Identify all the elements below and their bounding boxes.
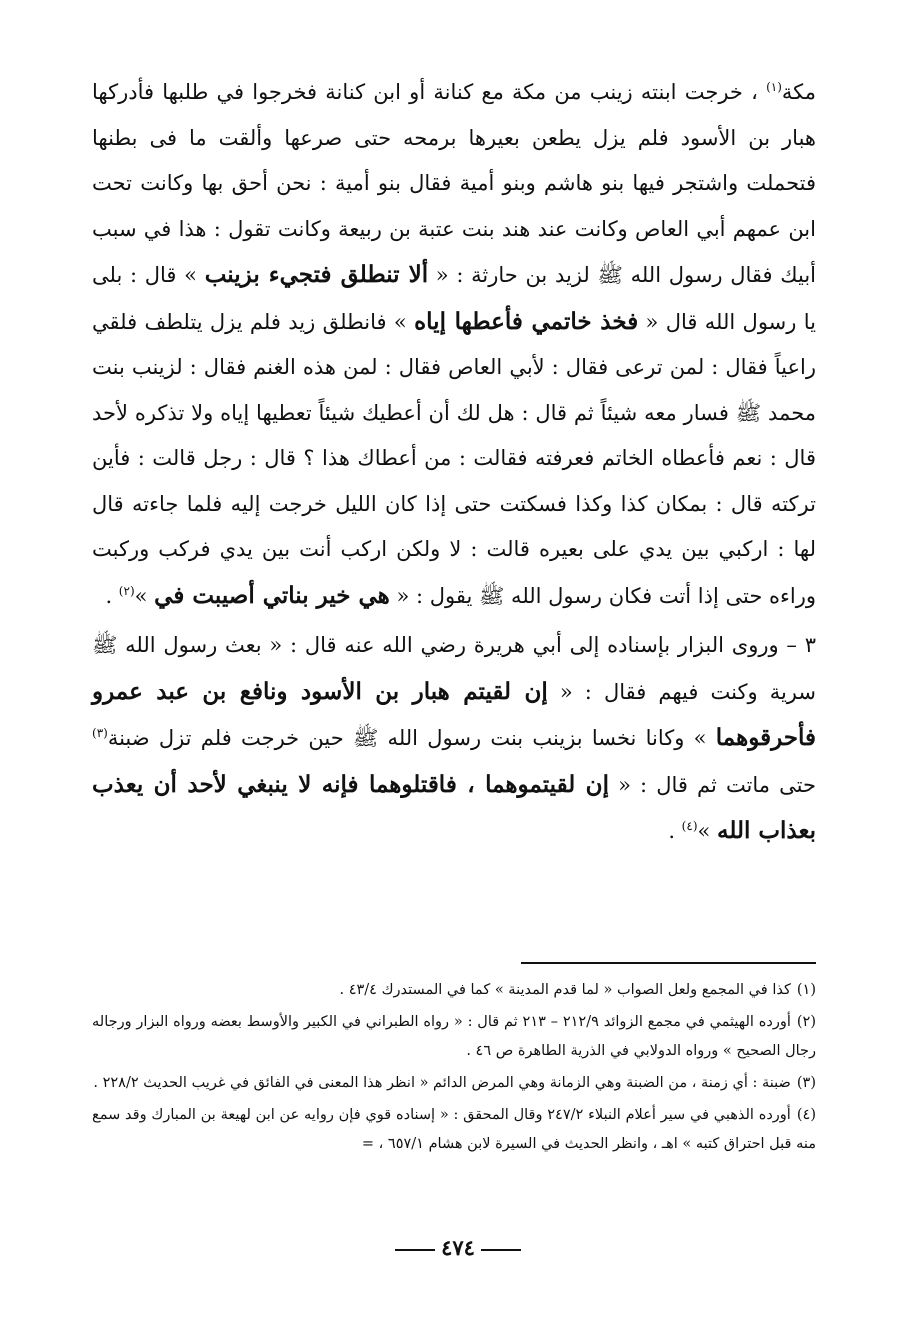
footnote-separator [521, 962, 816, 964]
p2-text-4: » [697, 819, 718, 843]
footnote-ref-3: (٣) [92, 726, 108, 740]
footnote-text: كذا في المجمع ولعل الصواب « لما قدم المدينة » كما في المستدرك ٤٣/٤ . [339, 982, 791, 998]
hadith-quote-1: ألا تنطلق فتجيء بزينب [204, 261, 429, 288]
page-number-value: ٤٧٤ [441, 1235, 475, 1260]
footnote-number: (٣) [796, 1075, 816, 1091]
page-number [0, 1235, 916, 1260]
footnote-ref-4: (٤) [681, 819, 698, 833]
footnote-1 [92, 976, 816, 1005]
footnote-3 [92, 1069, 816, 1098]
p1-text-4: » فانطلق زيد فلم يزل يتلطف فلقي راعياً فقال : لمن ترعى فقال : لأبي العاص فقال : لمن هذه الغنم فقال : لزينب بنت محمد ﷺ فسار معه شيئاً ثم قال : هل لك أن أعطيك شيئاً تعطيها إياه ولا تذكره لأحد قال : نعم فأعطاه الخاتم فعرفته فقالت : من أعطاك هذا ؟ قال : رجل قالت : فأين تركته قال : بمكان كذا وكذا فسكتت حتى إذا كان الليل خرجت إليه فلما جاءته قال لها : اركبي بين يدي على بعيره قالت : لا ولكن اركب أنت بين يدي فركب وركبت وراءه حتى إذا أتت فكان رسول الله ﷺ يقول : « [92, 309, 816, 608]
p1-text-1: مكة [781, 80, 816, 104]
hadith-quote-4: إن لقيتم هبار بن الأسود ونافع بن عبد عمرو فأحرقوهما [92, 677, 816, 751]
hadith-quote-2: فخذ خاتمي فأعطها إياه [414, 307, 639, 335]
footnote-text: ضبنة : أي زمنة ، من الضبنة وهي الزمانة وهي المرض الدائم « انظر هذا المعنى في الفائق في غريب الحديث ٢٢٨/٢ . [93, 1075, 791, 1091]
p2-text-1: ٣ – وروى البزار بإسناده إلى أبي هريرة رضي الله عنه قال : « بعث رسول الله ﷺ سرية وكنت فيهم فقال : « [92, 633, 816, 704]
footnote-number: (١) [796, 982, 816, 998]
p1-text-3: » قال : بلى يا رسول الله قال « [92, 263, 816, 334]
page-number-dash-right [481, 1249, 521, 1251]
hadith-quote-5: إن لقيتموهما ، فاقتلوهما فإنه لا ينبغي لأحد أن يعذب بعذاب الله [92, 770, 816, 844]
footnote-4 [92, 1101, 816, 1159]
p2-text-5: . [668, 819, 682, 843]
footnote-number: (٤) [796, 1107, 816, 1123]
hadith-quote-3: هي خير بناتي أصيبت في [154, 581, 390, 609]
footnote-text: أورده الهيثمي في مجمع الزوائد ٢١٢/٩ – ٢١٣ ثم قال : « رواه الطبراني في الكبير والأوسط بعضه ورواه البزار ورجاله رجال الصحيح » ورواه الدولابي في الذرية الطاهرة ص ٤٦ . [92, 1014, 816, 1059]
footnote-number: (٢) [796, 1014, 817, 1030]
p2-text-3: حتى ماتت ثم قال : « [608, 772, 816, 797]
footnotes [92, 976, 816, 1162]
p2-text-2: » وكانا نخسا بزينب بنت رسول الله ﷺ حين خرجت فلم تزل ضبنة [107, 726, 716, 750]
main-text [92, 70, 816, 855]
paragraph-2 [92, 623, 816, 855]
p1-text-2: ، خرجت ابنته زينب من مكة مع كنانة أو ابن كنانة فخرجوا في طلبها فأدركها هبار بن الأسود فلم يزل يطعن بعيرها برمحه حتى صرعها وألقت ما فى بطنها فتحملت واشتجر فيها بنو هاشم وبنو أمية فقال بنو أمية : نحن أحق بها وكانت تحت ابن عمهم أبي العاص وكانت عند هند بنت عتبة بن ربيعة وكانت تقول : هذا في سبب أبيك فقال رسول الله ﷺ لزيد بن حارثة : « [92, 80, 817, 287]
page-number-dash-left [395, 1249, 435, 1251]
footnote-ref-1: (١) [766, 80, 782, 94]
footnote-2 [92, 1008, 816, 1066]
footnote-text: أورده الذهبي في سير أعلام النبلاء ٢٤٧/٢ وقال المحقق : « إسناده قوي فإن روايه عن ابن لهيعة بن المبارك وقد سمع منه قبل احتراق كتبه » اهـ ، وانظر الحديث في السيرة لابن هشام ٦٥٧/١ ، = [92, 1107, 816, 1152]
paragraph-1 [92, 70, 816, 619]
p1-text-6: . [105, 583, 119, 608]
p1-text-5: » [134, 583, 155, 608]
footnote-ref-2: (٢) [118, 583, 135, 598]
